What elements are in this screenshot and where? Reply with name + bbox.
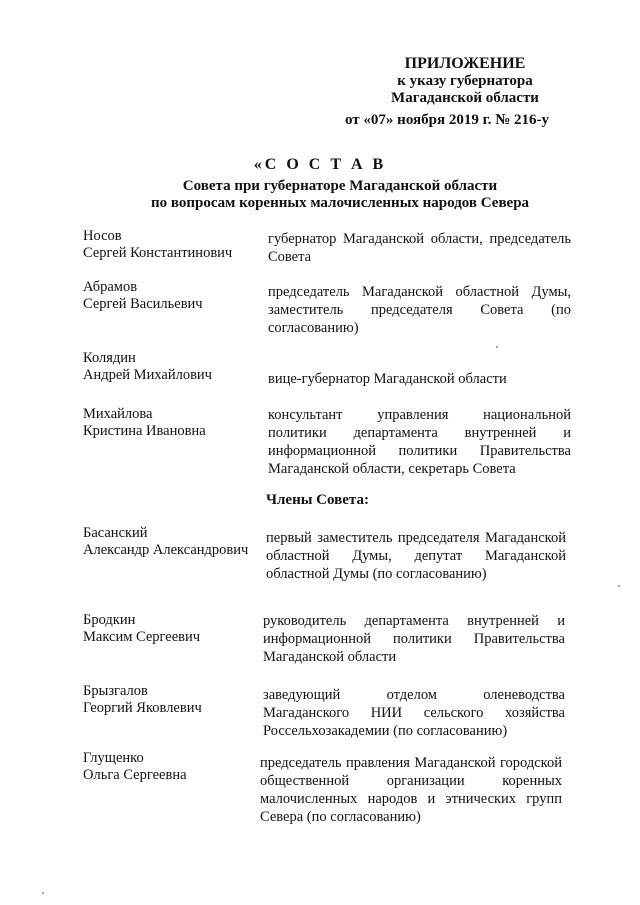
member-surname: Брызгалов xyxy=(83,683,148,699)
member-surname: Колядин xyxy=(83,350,136,366)
member-given-names: Андрей Михайлович xyxy=(83,367,212,383)
member-name xyxy=(83,525,268,559)
member-role: председатель правления Магаданской городской общественной организации коренных малочисленных народов и этнических групп Севера (по согласованию) xyxy=(260,755,562,825)
member-given-names: Сергей Константинович xyxy=(83,245,233,261)
member-surname: Бродкин xyxy=(83,612,136,628)
member-surname: Абрамов xyxy=(83,279,138,295)
member-given-names: Максим Сергеевич xyxy=(83,629,201,645)
member-role: заведующий отделом оленеводства Магаданского НИИ сельского хозяйства Россельхозакадемии (по согласованию) xyxy=(263,687,565,739)
member-given-names: Кристина Ивановна xyxy=(83,423,206,439)
member-surname: Носов xyxy=(83,228,122,244)
member-role: руководитель департамента внутренней и информационной политики Правительства Магаданской области xyxy=(263,613,565,665)
appendix-region-line: Магаданской области xyxy=(391,90,539,106)
member-name xyxy=(83,612,263,646)
member-role: вице-губернатор Магаданской области xyxy=(268,371,507,387)
composition-title: «С О С Т А В xyxy=(253,156,387,173)
appendix-date: от «07» ноября 2019 г. № 216-у xyxy=(345,112,550,128)
council-name-line1: Совета при губернаторе Магаданской области xyxy=(182,178,498,194)
member-name xyxy=(83,750,263,784)
member-role: консультант управления национальной политики департамента внутренней и информационной политики Правительства Магаданской области, секретарь Совета xyxy=(268,407,571,477)
member-surname: Басанский xyxy=(83,525,148,541)
appendix-decree-line: к указу губернатора xyxy=(397,73,533,89)
member-given-names: Ольга Сергеевна xyxy=(83,767,187,783)
member-given-names: Сергей Васильевич xyxy=(83,296,203,312)
member-name xyxy=(83,350,263,384)
member-given-names: Александр Александрович xyxy=(83,542,249,558)
scan-speck xyxy=(42,892,44,894)
appendix-title: ПРИЛОЖЕНИЕ xyxy=(404,55,526,72)
member-name xyxy=(83,406,263,440)
member-role: губернатор Магаданской области, председатель Совета xyxy=(268,231,571,265)
member-name xyxy=(83,228,263,262)
scan-speck xyxy=(496,346,498,348)
member-surname: Глущенко xyxy=(83,750,144,766)
member-given-names: Георгий Яковлевич xyxy=(83,700,202,716)
member-name xyxy=(83,279,263,313)
scan-speck xyxy=(618,585,620,587)
member-role: председатель Магаданской областной Думы, заместитель председателя Совета (по согласованию) xyxy=(268,284,571,336)
appendix-block xyxy=(300,55,600,129)
council-name-line2: по вопросам коренных малочисленных народов Севера xyxy=(150,195,530,211)
member-role: первый заместитель председателя Магаданской областной Думы, депутат Магаданской областной Думы (по согласованию) xyxy=(266,530,566,582)
member-surname: Михайлова xyxy=(83,406,153,422)
members-section-title: Члены Совета: xyxy=(266,492,369,508)
member-name xyxy=(83,683,263,717)
